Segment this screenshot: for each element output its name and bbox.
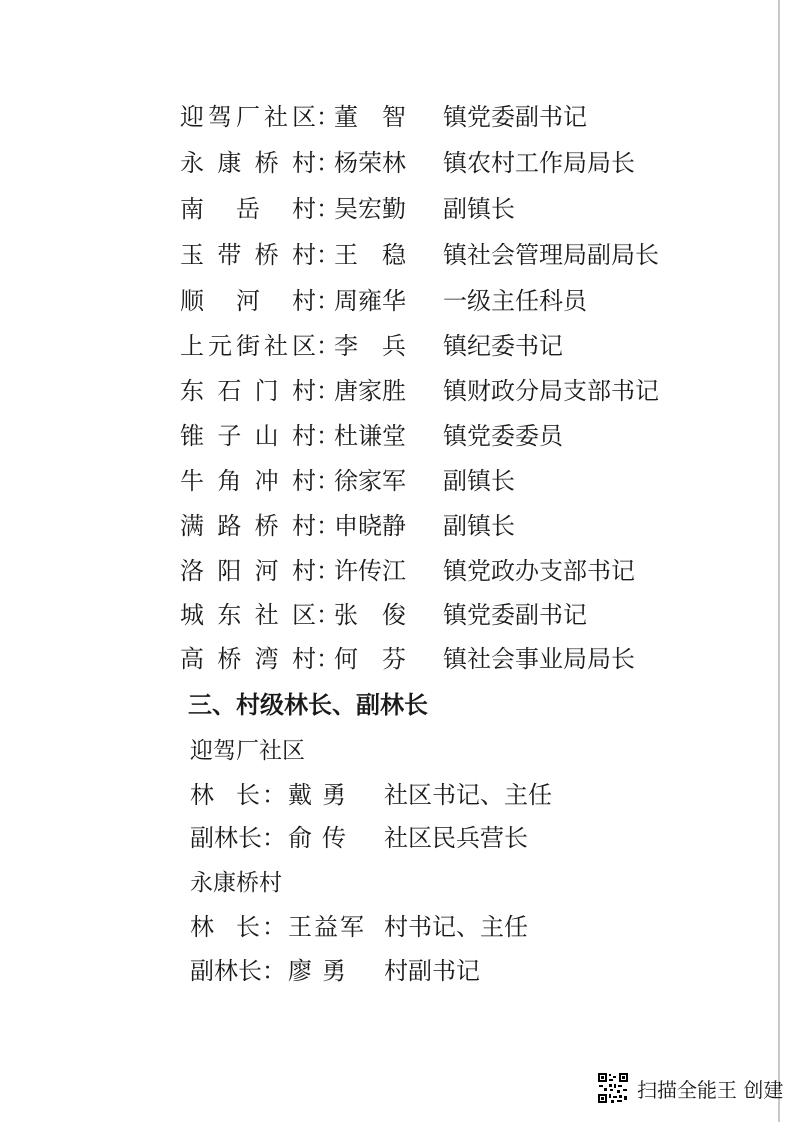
- deputy-name: 廖 勇: [288, 957, 346, 985]
- colon: ：: [316, 601, 340, 629]
- village-name: 高桥湾村: [180, 645, 316, 673]
- role-label: 副林长: [190, 957, 262, 985]
- village-name: 顺河村: [180, 287, 316, 315]
- chief-name: 戴 勇: [288, 781, 346, 809]
- role-label: 林长: [190, 913, 260, 941]
- colon: ：: [262, 913, 286, 941]
- village-name: 洛阳河村: [180, 557, 316, 585]
- leader-name: 周雍华: [334, 287, 406, 315]
- leader-name: 何 芬: [334, 645, 406, 673]
- colon: ：: [316, 422, 340, 450]
- leader-title: 镇党委副书记: [443, 601, 587, 629]
- colon: ：: [262, 781, 286, 809]
- leader-name: 徐家军: [334, 467, 406, 495]
- leader-title: 镇党委委员: [443, 422, 563, 450]
- village-name: 玉带桥村: [180, 241, 316, 269]
- village-name: 南岳村: [180, 195, 316, 223]
- leader-name: 张 俊: [334, 601, 406, 629]
- chief-name: 王益军: [288, 913, 364, 941]
- village-name: 永康桥村: [180, 149, 316, 177]
- village-name: 东石门村: [180, 377, 316, 405]
- leader-title: 镇纪委书记: [443, 332, 563, 360]
- leader-title: 镇社会事业局局长: [443, 645, 635, 673]
- colon: ：: [316, 557, 340, 585]
- deputy-title: 村副书记: [384, 957, 480, 985]
- scanner-watermark: 扫描全能王 创建: [637, 1078, 784, 1102]
- page-edge-line: [778, 0, 780, 1122]
- colon: ：: [262, 824, 286, 852]
- leader-name: 杜谦堂: [334, 422, 406, 450]
- colon: ：: [316, 149, 340, 177]
- colon: ：: [316, 467, 340, 495]
- leader-title: 副镇长: [443, 512, 515, 540]
- leader-title: 副镇长: [443, 467, 515, 495]
- leader-title: 镇社会管理局副局长: [443, 241, 659, 269]
- leader-title: 镇农村工作局局长: [443, 149, 635, 177]
- colon: ：: [316, 512, 340, 540]
- qr-code-icon: [597, 1072, 629, 1104]
- village-name: 满路桥村: [180, 512, 316, 540]
- colon: ：: [316, 377, 340, 405]
- role-label: 副林长: [190, 824, 262, 852]
- leader-title: 镇党委副书记: [443, 103, 587, 131]
- leader-name: 杨荣林: [334, 149, 406, 177]
- leader-name: 吴宏勤: [334, 195, 406, 223]
- section-heading: 三、村级林长、副林长: [188, 691, 428, 719]
- village-name: 锥子山村: [180, 422, 316, 450]
- leader-name: 唐家胜: [334, 377, 406, 405]
- colon: ：: [316, 103, 340, 131]
- colon: ：: [316, 287, 340, 315]
- colon: ：: [316, 332, 340, 360]
- leader-name: 李 兵: [334, 332, 406, 360]
- colon: ：: [262, 957, 286, 985]
- leader-name: 许传江: [334, 557, 406, 585]
- leader-name: 申晓静: [334, 512, 406, 540]
- deputy-title: 社区民兵营长: [384, 824, 528, 852]
- leader-title: 副镇长: [443, 195, 515, 223]
- village-name: 牛角冲村: [180, 467, 316, 495]
- chief-title: 村书记、主任: [384, 913, 528, 941]
- colon: ：: [316, 241, 340, 269]
- chief-title: 社区书记、主任: [384, 781, 552, 809]
- role-label: 林长: [190, 781, 260, 809]
- colon: ：: [316, 195, 340, 223]
- group-name: 永康桥村: [190, 870, 282, 896]
- deputy-name: 俞 传: [288, 824, 346, 852]
- leader-title: 镇党政办支部书记: [443, 557, 635, 585]
- village-name: 上元街社区: [180, 332, 316, 360]
- leader-name: 王 稳: [334, 241, 406, 269]
- group-name: 迎驾厂社区: [190, 738, 305, 764]
- village-name: 城东社区: [180, 601, 316, 629]
- village-name: 迎驾厂社区: [180, 103, 316, 131]
- leader-title: 镇财政分局支部书记: [443, 377, 659, 405]
- leader-name: 董 智: [334, 103, 406, 131]
- colon: ：: [316, 645, 340, 673]
- leader-title: 一级主任科员: [443, 287, 587, 315]
